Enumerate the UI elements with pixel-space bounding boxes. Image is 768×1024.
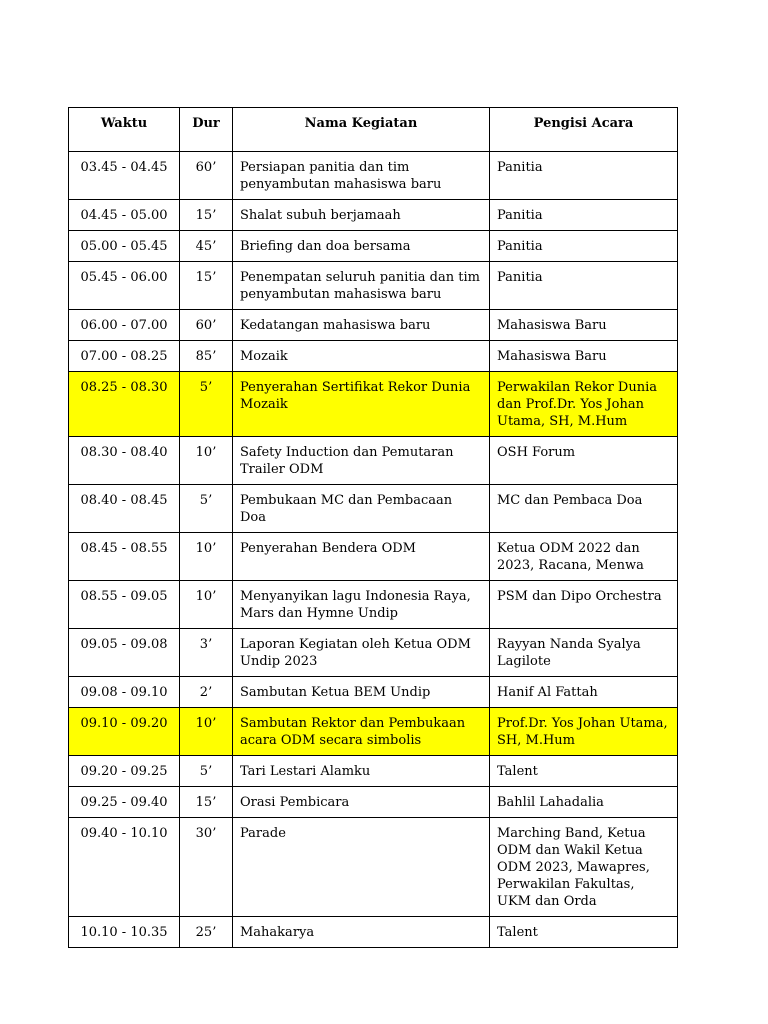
cell-duration: 3’ xyxy=(180,629,233,677)
schedule-table-body xyxy=(69,152,678,948)
cell-activity: Kedatangan mahasiswa baru xyxy=(233,310,490,341)
cell-activity: Persiapan panitia dan tim penyambutan mahasiswa baru xyxy=(233,152,490,200)
cell-duration: 45’ xyxy=(180,231,233,262)
cell-time: 08.45 - 08.55 xyxy=(69,533,180,581)
cell-host: Panitia xyxy=(490,262,678,310)
cell-duration: 5’ xyxy=(180,756,233,787)
cell-activity: Penempatan seluruh panitia dan tim penyambutan mahasiswa baru xyxy=(233,262,490,310)
schedule-table xyxy=(68,107,678,948)
table-row xyxy=(69,262,678,310)
cell-host: PSM dan Dipo Orchestra xyxy=(490,581,678,629)
table-row xyxy=(69,341,678,372)
header-row xyxy=(69,108,678,152)
table-row xyxy=(69,437,678,485)
cell-time: 09.10 - 09.20 xyxy=(69,708,180,756)
header-time: Waktu xyxy=(69,108,180,152)
cell-duration: 2’ xyxy=(180,677,233,708)
cell-activity: Penyerahan Bendera ODM xyxy=(233,533,490,581)
cell-duration: 60’ xyxy=(180,152,233,200)
cell-host: MC dan Pembaca Doa xyxy=(490,485,678,533)
table-row xyxy=(69,818,678,917)
cell-host: Panitia xyxy=(490,231,678,262)
cell-time: 09.05 - 09.08 xyxy=(69,629,180,677)
cell-duration: 5’ xyxy=(180,372,233,437)
cell-time: 09.40 - 10.10 xyxy=(69,818,180,917)
table-row xyxy=(69,533,678,581)
cell-duration: 10’ xyxy=(180,708,233,756)
cell-time: 07.00 - 08.25 xyxy=(69,341,180,372)
cell-time: 05.45 - 06.00 xyxy=(69,262,180,310)
cell-host: Rayyan Nanda Syalya Lagilote xyxy=(490,629,678,677)
cell-activity: Sambutan Rektor dan Pembukaan acara ODM secara simbolis xyxy=(233,708,490,756)
cell-time: 04.45 - 05.00 xyxy=(69,200,180,231)
cell-host: Panitia xyxy=(490,152,678,200)
table-row xyxy=(69,231,678,262)
cell-duration: 15’ xyxy=(180,200,233,231)
table-row-highlighted xyxy=(69,372,678,437)
cell-activity: Shalat subuh berjamaah xyxy=(233,200,490,231)
table-row xyxy=(69,677,678,708)
header-duration: Dur xyxy=(180,108,233,152)
table-row xyxy=(69,310,678,341)
table-row xyxy=(69,629,678,677)
table-row xyxy=(69,787,678,818)
table-row xyxy=(69,756,678,787)
table-row-highlighted xyxy=(69,708,678,756)
header-activity: Nama Kegiatan xyxy=(233,108,490,152)
cell-host: Prof.Dr. Yos Johan Utama, SH, M.Hum xyxy=(490,708,678,756)
cell-activity: Tari Lestari Alamku xyxy=(233,756,490,787)
cell-activity: Briefing dan doa bersama xyxy=(233,231,490,262)
cell-time: 09.20 - 09.25 xyxy=(69,756,180,787)
cell-duration: 10’ xyxy=(180,437,233,485)
schedule-table-header xyxy=(69,108,678,152)
cell-host: Hanif Al Fattah xyxy=(490,677,678,708)
cell-time: 08.30 - 08.40 xyxy=(69,437,180,485)
cell-time: 08.40 - 08.45 xyxy=(69,485,180,533)
cell-host: Ketua ODM 2022 dan 2023, Racana, Menwa xyxy=(490,533,678,581)
cell-host: Panitia xyxy=(490,200,678,231)
cell-host: Talent xyxy=(490,756,678,787)
cell-time: 06.00 - 07.00 xyxy=(69,310,180,341)
cell-activity: Menyanyikan lagu Indonesia Raya, Mars dan Hymne Undip xyxy=(233,581,490,629)
cell-duration: 25’ xyxy=(180,917,233,948)
cell-duration: 15’ xyxy=(180,262,233,310)
cell-duration: 15’ xyxy=(180,787,233,818)
cell-host: Perwakilan Rekor Dunia dan Prof.Dr. Yos Johan Utama, SH, M.Hum xyxy=(490,372,678,437)
table-row xyxy=(69,200,678,231)
cell-host: Talent xyxy=(490,917,678,948)
cell-activity: Mahakarya xyxy=(233,917,490,948)
cell-activity: Sambutan Ketua BEM Undip xyxy=(233,677,490,708)
cell-activity: Parade xyxy=(233,818,490,917)
table-row xyxy=(69,917,678,948)
header-host: Pengisi Acara xyxy=(490,108,678,152)
cell-host: Bahlil Lahadalia xyxy=(490,787,678,818)
cell-duration: 5’ xyxy=(180,485,233,533)
cell-host: Marching Band, Ketua ODM dan Wakil Ketua ODM 2023, Mawapres, Perwakilan Fakultas, UKM dan Orda xyxy=(490,818,678,917)
cell-time: 05.00 - 05.45 xyxy=(69,231,180,262)
cell-host: Mahasiswa Baru xyxy=(490,310,678,341)
cell-time: 08.55 - 09.05 xyxy=(69,581,180,629)
cell-duration: 60’ xyxy=(180,310,233,341)
cell-activity: Orasi Pembicara xyxy=(233,787,490,818)
cell-activity: Laporan Kegiatan oleh Ketua ODM Undip 2023 xyxy=(233,629,490,677)
cell-time: 08.25 - 08.30 xyxy=(69,372,180,437)
table-row xyxy=(69,581,678,629)
table-row xyxy=(69,485,678,533)
cell-host: Mahasiswa Baru xyxy=(490,341,678,372)
cell-time: 03.45 - 04.45 xyxy=(69,152,180,200)
cell-time: 09.08 - 09.10 xyxy=(69,677,180,708)
cell-activity: Pembukaan MC dan Pembacaan Doa xyxy=(233,485,490,533)
cell-duration: 10’ xyxy=(180,581,233,629)
cell-activity: Penyerahan Sertifikat Rekor Dunia Mozaik xyxy=(233,372,490,437)
cell-time: 09.25 - 09.40 xyxy=(69,787,180,818)
cell-duration: 30’ xyxy=(180,818,233,917)
cell-host: OSH Forum xyxy=(490,437,678,485)
cell-activity: Mozaik xyxy=(233,341,490,372)
table-row xyxy=(69,152,678,200)
cell-time: 10.10 - 10.35 xyxy=(69,917,180,948)
cell-activity: Safety Induction dan Pemutaran Trailer ODM xyxy=(233,437,490,485)
cell-duration: 85’ xyxy=(180,341,233,372)
cell-duration: 10’ xyxy=(180,533,233,581)
